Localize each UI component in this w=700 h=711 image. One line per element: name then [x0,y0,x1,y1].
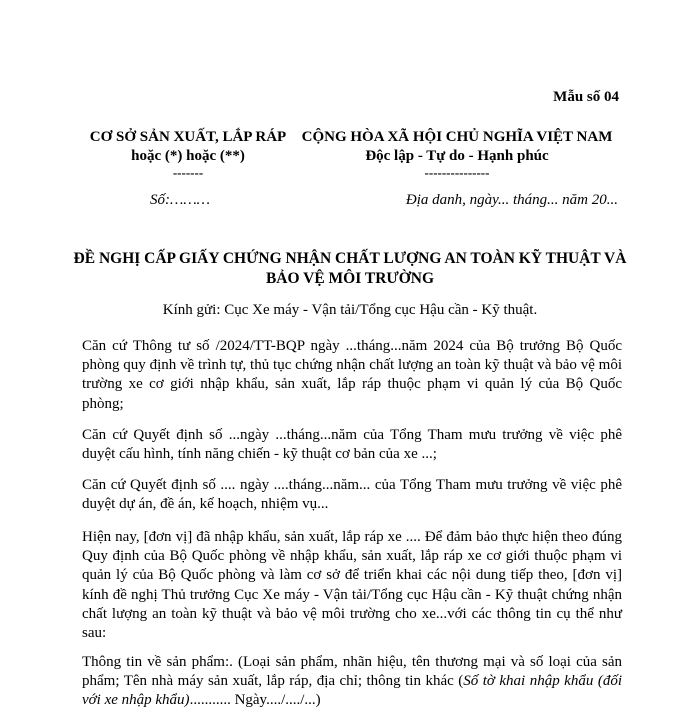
paragraph-circular: Căn cứ Thông tư số /2024/TT-BQP ngày ...tháng...năm 2024 của Bộ trưởng Bộ Quốc phòng quy định về trình tự, thủ tục chứng nhận chất lượng an toàn kỹ thuật và bảo vệ môi trường xe cơ giới nhập khẩu, sản xuất, lắp ráp thuộc phạm vi quản lý của Bộ Quốc phòng; [82,338,622,412]
recipient-line: Kính gửi: Cục Xe máy - Vận tải/Tổng cục Hậu cần - Kỹ thuật. [162,302,538,318]
producer-note: hoặc (*) hoặc (**) [131,148,245,164]
producer-name: CƠ SỞ SẢN XUẤT, LẮP RÁP [89,129,287,145]
paragraph-decision-project: Căn cứ Quyết định số .... ngày ....tháng...năm... của Tổng Tham mưu trưởng về việc phê duyệt dự án, đề án, kế hoạch, nhiệm vụ... [82,477,622,513]
product-info-text: Thông tin về sản phẩm:. (Loại sản phẩm, nhãn hiệu, tên thương mại và số loại của sản phẩm; Tên nhà máy sản xuất, lắp ráp, địa chỉ; thông tin khác ( [82,654,622,690]
national-title: CỘNG HÒA XÃ HỘI CHỦ NGHĨA VIỆT NAM [301,129,613,145]
form-number: Mẫu số 04 [553,89,619,105]
place-date: Địa danh, ngày... tháng... năm 20... [405,192,618,208]
header-left [78,128,298,180]
product-info-tail: ........... Ngày..../..../...) [189,692,321,709]
header-left-divider: ------- [172,165,204,180]
paragraph-decision-config: Căn cứ Quyết định số ...ngày ...tháng...năm của Tổng Tham mưu trưởng về việc phê duyệt cấu hình, tính năng chiến - kỹ thuật cơ bản của xe ...; [82,427,622,463]
paragraph-product-info [82,653,622,711]
header-right [292,128,622,180]
header-right-divider: --------------- [424,165,490,180]
paragraph-request: Hiện nay, [đơn vị] đã nhập khẩu, sản xuất, lắp ráp xe .... Để đảm bảo thực hiện theo đúng Quy định của Bộ Quốc phòng về nhập khẩu, sản xuất, lắp ráp xe cơ giới thuộc phạm vi quản lý của Bộ Quốc phòng và làm cơ sở để triển khai các nội dung tiếp theo, [đơn vị] kính đề nghị Thủ trưởng Cục Xe máy - Vận tải/Tổng cục Hậu cần - Kỹ thuật chứng nhận chất lượng an toàn kỹ thuật và bảo vệ môi trường cho xe...với các thông tin cụ thể như sau: [82,529,622,642]
import-declaration-note: Số tờ khai nhập khẩu (đối với xe nhập khẩu) [82,673,622,709]
national-motto: Độc lập - Tự do - Hạnh phúc [365,148,549,164]
document-title: ĐỀ NGHỊ CẤP GIẤY CHỨNG NHẬN CHẤT LƯỢNG AN TOÀN KỸ THUẬT VÀ BẢO VỆ MÔI TRƯỜNG [73,250,627,287]
document-number: Số:……… [150,192,211,208]
